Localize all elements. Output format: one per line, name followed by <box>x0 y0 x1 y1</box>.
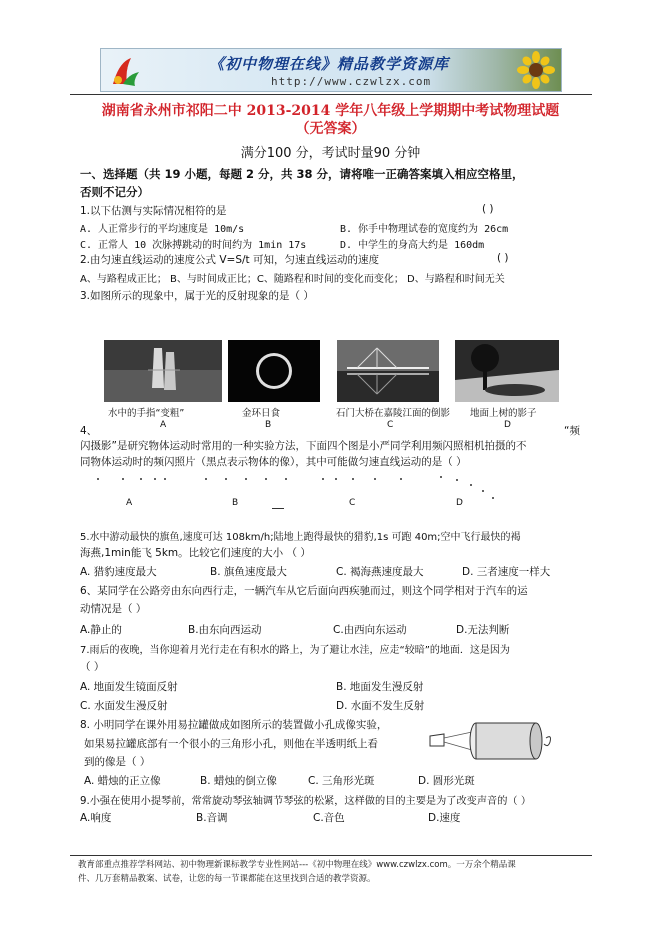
q3-photo-c <box>337 340 439 402</box>
q3-photo-a <box>104 340 222 402</box>
footer <box>78 858 598 886</box>
section-heading-line2: 否则不记分） <box>80 185 149 199</box>
q3-photo-d <box>455 340 559 402</box>
q5-line1: 5.水中游动最快的旗鱼,速度可达 108km/h;陆地上跑得最快的猎豹,1s 可跑 40m;空中飞行最快的褐 <box>80 532 521 543</box>
q3-stem: 3.如图所示的现象中，属于光的反射现象的是（ ） <box>80 290 314 302</box>
q9-option-b: B.音调 <box>196 812 228 824</box>
site-logo-icon <box>109 54 141 88</box>
q4-number: 4、 <box>80 425 98 437</box>
q3-letter-a: A <box>160 420 167 430</box>
q6-line2: 动情况是（ ） <box>80 603 147 615</box>
q4-letter-d: D <box>456 498 463 508</box>
doc-title-line2: （无答案） <box>295 121 366 137</box>
q6-option-d: D.无法判断 <box>456 624 510 636</box>
q1-stem: 1.以下估测与实际情况相符的是 <box>80 205 227 217</box>
footer-line2: 件、几万套精品教案、试卷，让您的每一节课都能在这里找到合适的教学资源。 <box>78 874 376 884</box>
pinhole-camera-diagram <box>422 716 562 766</box>
sunflower-icon <box>517 51 555 89</box>
q9-option-d: D.速度 <box>428 812 461 824</box>
q5-option-d: D. 三者速度一样大 <box>462 566 551 578</box>
q5-option-b: B. 旗鱼速度最大 <box>210 566 287 578</box>
q7-option-c: C. 水面发生漫反射 <box>80 700 168 712</box>
q1-option-d: D. 中学生的身高大约是 160dm <box>340 240 485 251</box>
q4-letter-c: C <box>349 498 356 508</box>
q4-letter-a: A <box>126 498 133 508</box>
q6-option-c: C.由西向东运动 <box>333 624 407 636</box>
q8-line2: 如果易拉罐底部有一个很小的三角形小孔，则他在半透明纸上看 <box>84 738 378 750</box>
q2-answer-paren: ( ) <box>497 252 509 264</box>
q3-caption-a: 水中的手指“变粗” <box>108 408 185 419</box>
q4-open-quote: “频 <box>564 425 580 437</box>
q3-caption-c: 石门大桥在嘉陵江面的倒影 <box>336 408 451 419</box>
q3-caption-b: 金环日食 <box>242 408 281 419</box>
header-rule <box>70 94 592 95</box>
q1-option-b: B. 你手中物理试卷的宽度约为 26cm <box>340 224 509 235</box>
doc-subtitle: 满分100 分，考试时量90 分钟 <box>240 146 421 161</box>
q6-option-b: B.由东向西运动 <box>188 624 262 636</box>
q2-options: A、与路程成正比； B、与时间成正比；C、随路程和时间的变化而变化； D、与路程和时间无关 <box>80 274 505 285</box>
header-banner <box>100 48 562 92</box>
q7-option-b: B. 地面发生漫反射 <box>336 681 424 693</box>
q8-option-c: C. 三角形光斑 <box>308 775 375 787</box>
q7-option-d: D. 水面不发生反射 <box>336 700 425 712</box>
footer-rule <box>70 855 592 856</box>
bridge-reflection-image <box>337 340 439 402</box>
q7-line1: 7.雨后的夜晚，当你迎着月光行走在有积水的路上，为了避让水洼，应走“较暗”的地面．这是因为 <box>80 645 510 656</box>
finger-in-water-image <box>104 340 222 402</box>
q7-line2: （ ） <box>80 661 105 673</box>
tree-shadow-image <box>455 340 559 402</box>
q1-option-a: A. 人正常步行的平均速度是 10m/s <box>80 224 245 235</box>
q1-option-c: C. 正常人 10 次脉搏跳动的时间约为 1min 17s <box>80 240 307 251</box>
q3-letter-d: D <box>504 420 511 430</box>
q8-option-b: B. 蜡烛的倒立像 <box>200 775 277 787</box>
q4-line2: 闪摄影”是研究物体运动时常用的一种实验方法，下面四个图是小严同学利用频闪照相机拍摄的不 <box>80 440 527 452</box>
q5-option-c: C. 褐海燕速度最大 <box>336 566 424 578</box>
doc-title-line1: 湖南省永州市祁阳二中 2013-2014 学年八年级上学期期中考试物理试题 <box>101 103 560 119</box>
q4-b-underline <box>272 508 284 509</box>
q4-letter-b: B <box>232 498 239 508</box>
q6-option-a: A.静止的 <box>80 624 122 636</box>
q3-letter-c: C <box>387 420 394 430</box>
q9-option-a: A.响度 <box>80 812 112 824</box>
q2-stem: 2.由匀速直线运动的速度公式 V=S/t 可知，匀速直线运动的速度 <box>80 254 379 266</box>
q3-letter-b: B <box>265 420 272 430</box>
q8-option-d: D. 圆形光斑 <box>418 775 475 787</box>
q9-option-c: C.音色 <box>313 812 345 824</box>
q5-option-a: A. 猎豹速度最大 <box>80 566 157 578</box>
section-heading-line1: 一、选择题（共 19 小题，每题 2 分，共 38 分，请将唯一正确答案填入相应空格里， <box>80 167 524 181</box>
footer-line1: 教育部重点推荐学科网站、初中物理新课标教学专业性网站---《初中物理在线》www.czwlzx.com。一万余个精品课 <box>78 860 516 870</box>
q7-option-a: A. 地面发生镜面反射 <box>80 681 178 693</box>
banner-title: 《初中物理在线》精品教学资源库 <box>209 55 450 73</box>
q8-option-a: A. 蜡烛的正立像 <box>84 775 161 787</box>
banner-url[interactable]: http://www.czwlzx.com <box>271 75 432 88</box>
q9-stem: 9.小强在使用小提琴前，常常旋动琴弦轴调节琴弦的松紧，这样做的目的主要是为了改变声音的（ ） <box>80 796 532 807</box>
q1-answer-paren: ( ) <box>482 203 494 215</box>
q3-photo-b <box>228 340 320 402</box>
q4-line3: 同物体运动时的频闪照片（黑点表示物体的像），其中可能做匀速直线运动的是（ ） <box>80 456 467 468</box>
q3-caption-d: 地面上树的影子 <box>470 408 537 419</box>
solar-eclipse-image <box>228 340 320 402</box>
q5-line2: 海燕,1min能飞 5km。比较它们速度的大小 （ ） <box>80 547 311 559</box>
q8-line1: 8. 小明同学在课外用易拉罐做成如图所示的装置做小孔成像实验， <box>80 719 388 731</box>
q6-line1: 6、某同学在公路旁由东向西行走，一辆汽车从它后面向西疾驰而过，则这个同学相对于汽车的运 <box>80 585 528 597</box>
q8-line3: 到的像是（ ） <box>84 756 151 768</box>
